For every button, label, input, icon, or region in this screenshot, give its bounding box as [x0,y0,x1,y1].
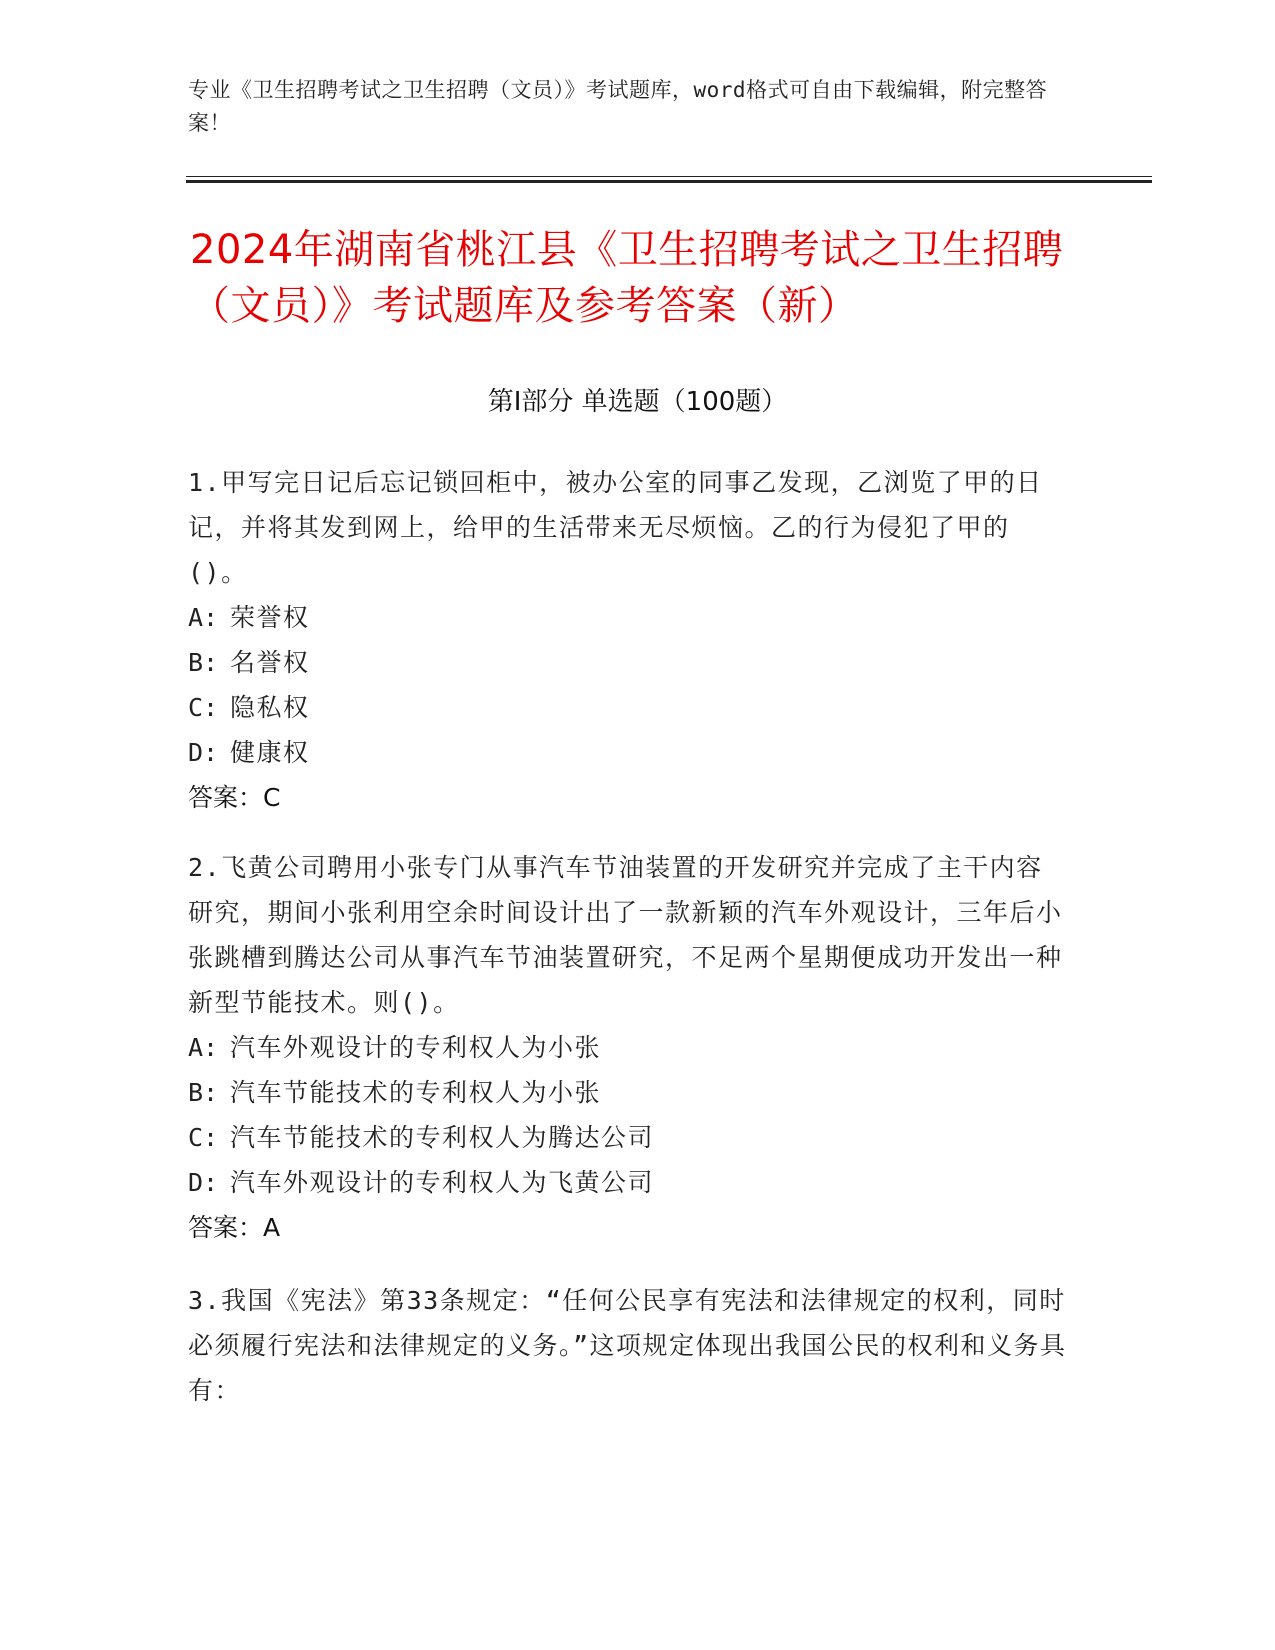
option-key: D: [188,738,219,767]
option-text: 隐私权 [230,693,310,722]
option-text: 健康权 [230,738,310,767]
option-d [188,730,1068,775]
option-key: B: [188,648,219,677]
document-title: 2024年湖南省桃江县《卫生招聘考试之卫生招聘（文员）》考试题库及参考答案（新） [190,227,1064,329]
option-key: A: [188,603,219,632]
header-divider-thick [186,180,1152,183]
answer: 答案：C [188,783,281,812]
option-text: 名誉权 [230,648,310,677]
option-a [188,595,1068,640]
option-key: B: [188,1078,219,1107]
section-heading: 第I部分 单选题（100题） [487,387,788,417]
option-a [188,1025,1068,1070]
question-stem: 3.我国《宪法》第33条规定：“任何公民享有宪法和法律规定的权利，同时必须履行宪法和法律规定的义务。”这项规定体现出我国公民的权利和义务具有： [188,1286,1067,1405]
option-key: A: [188,1033,219,1062]
question-stem: 1.甲写完日记后忘记锁回柜中，被办公室的同事乙发现，乙浏览了甲的日记，并将其发到网上，给甲的生活带来无尽烦恼。乙的行为侵犯了甲的()。 [188,468,1043,587]
answer: 答案：A [188,1213,281,1242]
option-text: 汽车节能技术的专利权人为腾达公司 [230,1123,655,1152]
option-b [188,1070,1068,1115]
option-d [188,1160,1068,1205]
header-divider-thin [186,176,1152,177]
option-b [188,640,1068,685]
option-key: D: [188,1168,219,1197]
question-3 [188,1278,1068,1413]
option-c [188,685,1068,730]
option-text: 汽车节能技术的专利权人为小张 [230,1078,602,1107]
header-note: 专业《卫生招聘考试之卫生招聘（文员）》考试题库，word格式可自由下载编辑，附完整答案！ [188,78,1048,135]
option-key: C: [188,693,219,722]
option-text: 汽车外观设计的专利权人为飞黄公司 [230,1168,655,1197]
option-text: 汽车外观设计的专利权人为小张 [230,1033,602,1062]
question-2 [188,845,1068,1250]
option-c [188,1115,1068,1160]
option-text: 荣誉权 [230,603,310,632]
question-stem: 2.飞黄公司聘用小张专门从事汽车节油装置的开发研究并完成了主干内容研究，期间小张利用空余时间设计出了一款新颖的汽车外观设计，三年后小张跳槽到腾达公司从事汽车节油装置研究，不足两个星期便成功开发出一种新型节能技术。则()。 [188,853,1063,1017]
option-key: C: [188,1123,219,1152]
question-1 [188,460,1068,820]
